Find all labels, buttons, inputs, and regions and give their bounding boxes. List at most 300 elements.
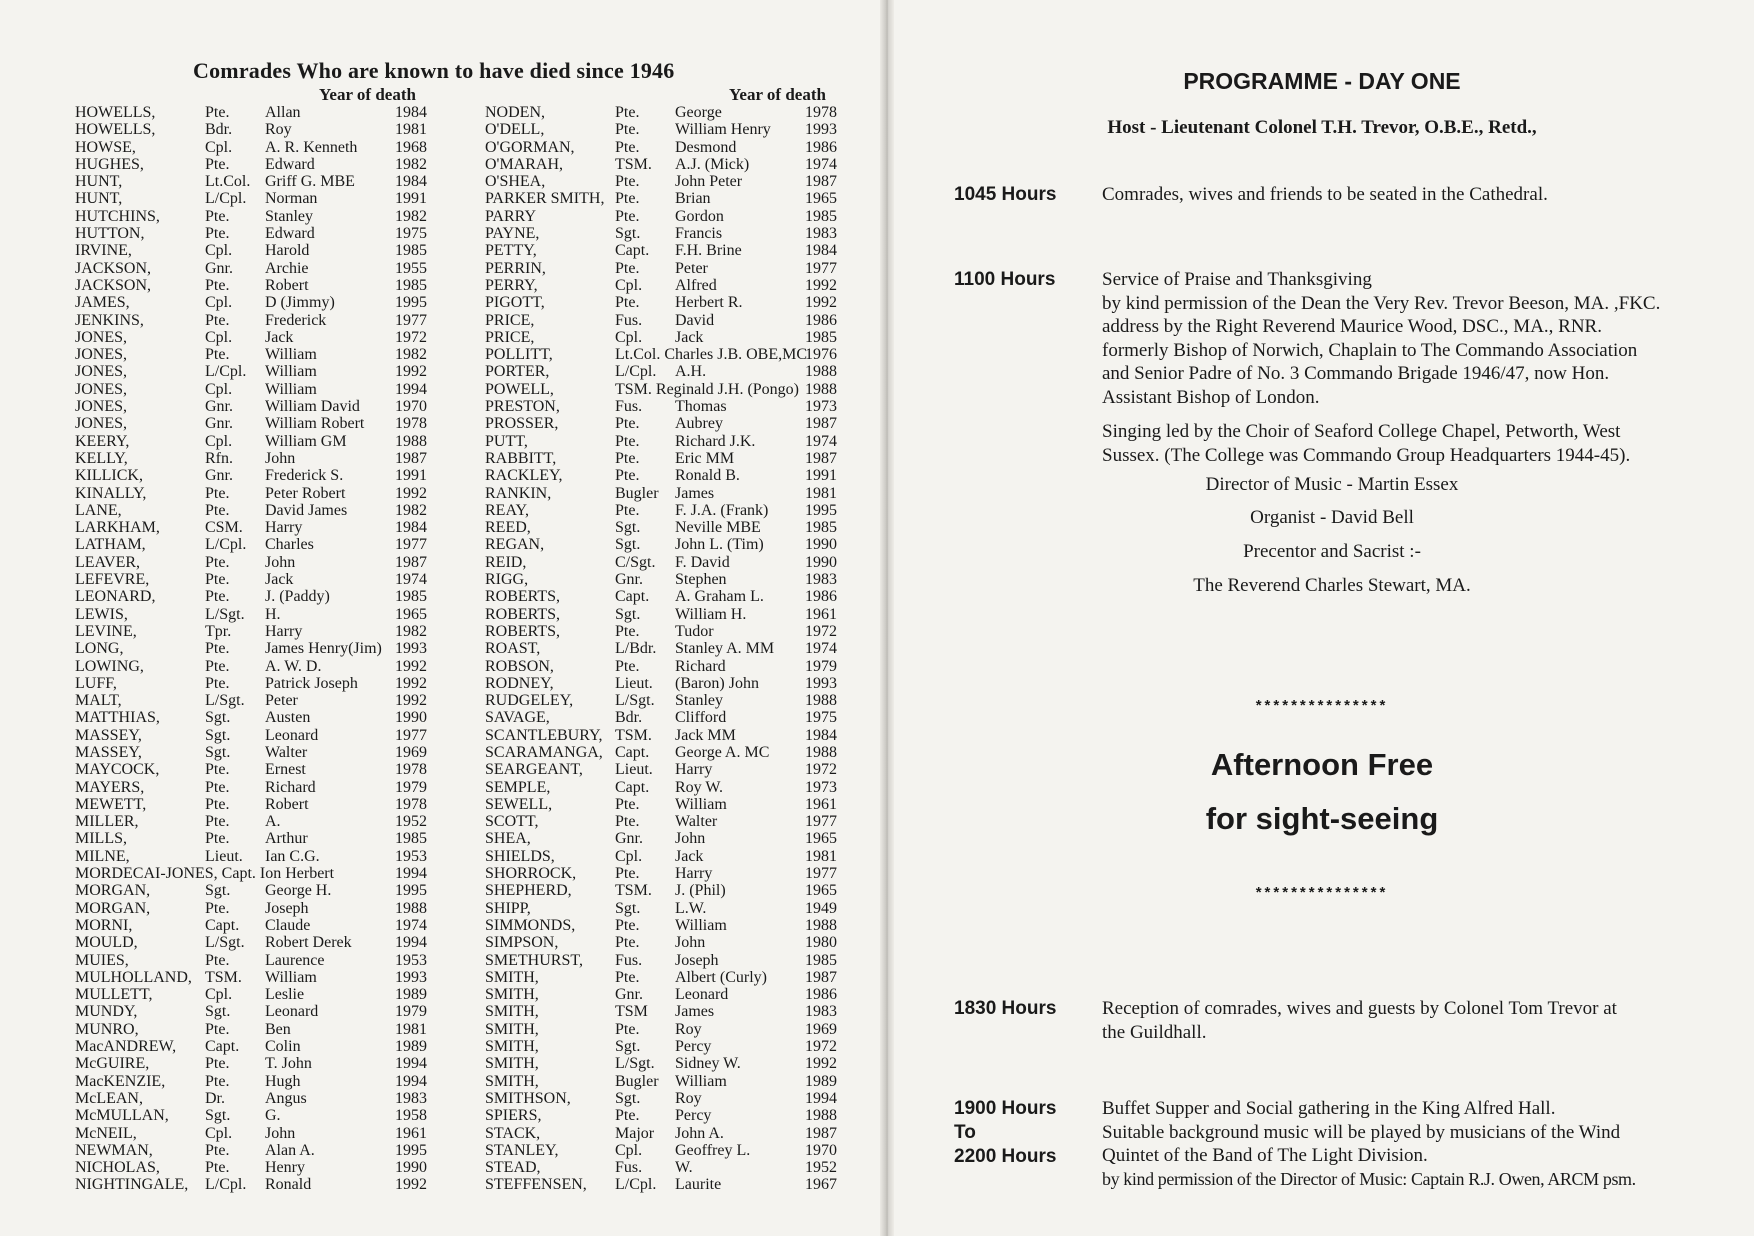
rank: Gnr. bbox=[615, 571, 643, 589]
rank: TSM. bbox=[615, 882, 652, 900]
surname: RODNEY, bbox=[485, 674, 554, 692]
rank: Bugler bbox=[615, 484, 659, 502]
event-text-1100 bbox=[1102, 268, 1722, 467]
rank: Sgt. bbox=[205, 882, 231, 900]
surname: JAMES, bbox=[75, 294, 130, 312]
surname: STEAD, bbox=[485, 1159, 541, 1177]
forename: Henry bbox=[265, 1159, 305, 1177]
forename: Robert Derek bbox=[265, 934, 352, 952]
rank: Pte. bbox=[205, 1055, 230, 1073]
surname: RUDGELEY, bbox=[485, 692, 574, 710]
surname: JONES, bbox=[75, 415, 128, 433]
year-of-death: 1992 bbox=[805, 294, 837, 312]
forename: Ernest bbox=[265, 761, 306, 779]
sight-seeing-heading: for sight-seeing bbox=[1205, 801, 1439, 836]
rank: Pte. bbox=[615, 1107, 640, 1125]
quintet-line: Quintet of the Band of The Light Division. bbox=[1102, 1145, 1428, 1166]
surname: SHIPP, bbox=[485, 899, 531, 917]
forename: Ian C.G. bbox=[265, 847, 320, 865]
forename: Harry bbox=[265, 622, 303, 640]
rank: Pte. bbox=[615, 449, 640, 467]
rank: Cpl. bbox=[205, 1124, 233, 1142]
surname: SMITH, bbox=[485, 1003, 539, 1021]
rank: Sgt. bbox=[205, 726, 231, 744]
event-time-1100: 1100 Hours bbox=[954, 269, 1056, 290]
year-of-death: 1988 bbox=[805, 916, 837, 934]
rank: TSM. bbox=[615, 155, 652, 173]
surname: SMITH, bbox=[485, 1020, 539, 1038]
year-of-death: 1972 bbox=[805, 622, 837, 640]
supper-line: Buffet Supper and Social gathering in the King Alfred Hall. bbox=[1102, 1098, 1556, 1119]
year-of-death: 1987 bbox=[395, 553, 427, 571]
forename: L.W. bbox=[675, 899, 707, 917]
precentor: Precentor and Sacrist :- bbox=[1243, 541, 1421, 562]
year-of-death: 1982 bbox=[395, 501, 427, 519]
surname: MORDECAI-JONES, Capt. Ion Herbert bbox=[75, 865, 335, 883]
year-of-death: 1985 bbox=[395, 276, 427, 294]
surname: PRESTON, bbox=[485, 398, 560, 416]
rank: TSM bbox=[615, 1003, 648, 1021]
surname: O'SHEA, bbox=[485, 173, 546, 191]
year-of-death: 1986 bbox=[805, 138, 837, 156]
rank: TSM. bbox=[205, 968, 242, 986]
surname: SEARGEANT, bbox=[485, 761, 583, 779]
rank: Pte. bbox=[205, 484, 230, 502]
surname: HUGHES, bbox=[75, 155, 144, 173]
surname: PETTY, bbox=[485, 242, 537, 260]
surname: McLEAN, bbox=[75, 1089, 143, 1107]
rank: Sgt. bbox=[205, 1003, 231, 1021]
forename: Harry bbox=[265, 519, 303, 537]
year-of-death: 1987 bbox=[805, 415, 837, 433]
forename: Richard J.K. bbox=[675, 432, 756, 450]
forename: Edward bbox=[265, 155, 315, 173]
surname: MUIES, bbox=[75, 951, 129, 969]
surname: MALT, bbox=[75, 692, 122, 710]
year-of-death: 1975 bbox=[395, 225, 427, 243]
forename: William bbox=[265, 968, 317, 986]
forename: Harold bbox=[265, 242, 310, 260]
event-text-1900 bbox=[1102, 1097, 1722, 1191]
surname: KELLY, bbox=[75, 449, 128, 467]
surname: PUTT, bbox=[485, 432, 528, 450]
rank: Tpr. bbox=[205, 622, 232, 640]
forename: Percy bbox=[675, 1107, 712, 1125]
event-text-1045: Comrades, wives and friends to be seated in the Cathedral. bbox=[1102, 184, 1548, 205]
rank: Pte. bbox=[205, 761, 230, 779]
year-of-death: 1987 bbox=[805, 1124, 837, 1142]
forename: Stanley bbox=[675, 692, 723, 710]
surname: MATTHIAS, bbox=[75, 709, 160, 727]
forename: Leonard bbox=[675, 986, 729, 1004]
surname: PARKER SMITH, bbox=[485, 190, 605, 208]
rank: Pte. bbox=[205, 553, 230, 571]
rank: L/Bdr. bbox=[615, 640, 657, 658]
forename: Charles bbox=[265, 536, 314, 554]
forename: George A. MC bbox=[675, 743, 770, 761]
forename: F. J.A. (Frank) bbox=[675, 501, 769, 519]
forename: Norman bbox=[265, 190, 318, 208]
forename: Claude bbox=[265, 916, 311, 934]
year-of-death: 1977 bbox=[805, 865, 837, 883]
organist: Organist - David Bell bbox=[1250, 507, 1414, 528]
surname: MORGAN, bbox=[75, 882, 151, 900]
rank: Pte. bbox=[205, 1159, 230, 1177]
rank: L/Cpl. bbox=[205, 1176, 247, 1194]
forename: Laurite bbox=[675, 1176, 722, 1194]
rank: Sgt. bbox=[615, 536, 641, 554]
rank: Cpl. bbox=[205, 138, 233, 156]
year-of-death: 1977 bbox=[395, 536, 427, 554]
surname: RANKIN, bbox=[485, 484, 552, 502]
forename: Robert bbox=[265, 276, 309, 294]
forename: Colin bbox=[265, 1038, 301, 1056]
year-of-death: 1985 bbox=[395, 588, 427, 606]
surname: SMITH, bbox=[485, 1038, 539, 1056]
year-of-death: 1992 bbox=[395, 692, 427, 710]
rank: Gnr. bbox=[205, 467, 233, 485]
rank: Pte. bbox=[205, 778, 230, 796]
forename: William bbox=[265, 380, 317, 398]
rank: Pte. bbox=[615, 173, 640, 191]
rank: L/Cpl. bbox=[205, 190, 247, 208]
rank: Pte. bbox=[205, 571, 230, 589]
surname: NIGHTINGALE, bbox=[75, 1176, 189, 1194]
surname: MORGAN, bbox=[75, 899, 151, 917]
year-of-death: 1993 bbox=[395, 640, 427, 658]
year-of-death: 1987 bbox=[805, 449, 837, 467]
permission-line: by kind permission of the Director of Music: Captain R.J. Owen, ARCM psm. bbox=[1102, 1168, 1636, 1189]
rank: Pte. bbox=[615, 294, 640, 312]
year-of-death: 1969 bbox=[395, 743, 427, 761]
rank: Major bbox=[615, 1124, 655, 1142]
rank: CSM. bbox=[205, 519, 243, 537]
year-of-death: 1988 bbox=[395, 432, 427, 450]
forename: G. bbox=[265, 1107, 281, 1125]
surname: O'DELL, bbox=[485, 121, 545, 139]
surname: SHIELDS, bbox=[485, 847, 555, 865]
surname: LONG, bbox=[75, 640, 124, 658]
surname: LOWING, bbox=[75, 657, 144, 675]
surname: POLLITT, bbox=[485, 346, 553, 364]
surname: JENKINS, bbox=[75, 311, 144, 329]
guildhall-line: the Guildhall. bbox=[1102, 1021, 1207, 1043]
to-word: To bbox=[954, 1122, 976, 1143]
event-time-1900 bbox=[954, 1097, 1056, 1169]
surname: HOWELLS, bbox=[75, 104, 156, 121]
rank: Cpl. bbox=[615, 1141, 643, 1159]
forename: Eric MM bbox=[675, 449, 735, 467]
year-of-death: 1989 bbox=[395, 986, 427, 1004]
forename: Angus bbox=[265, 1089, 307, 1107]
year-of-death: 1991 bbox=[395, 190, 427, 208]
rank: Pte. bbox=[615, 916, 640, 934]
rank: L/Cpl. bbox=[205, 536, 247, 554]
rank: Pte. bbox=[615, 432, 640, 450]
rank: Sgt. bbox=[615, 1038, 641, 1056]
forename: William bbox=[675, 795, 727, 813]
rank: Capt. bbox=[615, 778, 650, 796]
year-of-death: 1972 bbox=[395, 328, 427, 346]
surname: REAY, bbox=[485, 501, 530, 519]
year-of-death: 1994 bbox=[395, 1072, 427, 1090]
year-of-death: 1995 bbox=[805, 501, 837, 519]
rank: Pte. bbox=[615, 622, 640, 640]
surname: HOWELLS, bbox=[75, 121, 156, 139]
forename: Richard bbox=[265, 778, 316, 796]
forename: Peter bbox=[265, 692, 298, 710]
surname: PAYNE, bbox=[485, 225, 540, 243]
rank: Pte. bbox=[615, 259, 640, 277]
year-of-death: 1992 bbox=[395, 674, 427, 692]
forename: Jack MM bbox=[675, 726, 736, 744]
forename: Walter bbox=[265, 743, 308, 761]
year-of-death: 1961 bbox=[805, 795, 837, 813]
reverend: The Reverend Charles Stewart, MA. bbox=[1193, 575, 1471, 596]
surname: SMITH, bbox=[485, 1055, 539, 1073]
surname: MULHOLLAND, bbox=[75, 968, 192, 986]
year-of-death: 1977 bbox=[395, 311, 427, 329]
rank: Cpl. bbox=[205, 432, 233, 450]
surname: McNEIL, bbox=[75, 1124, 137, 1142]
forename: William David bbox=[265, 398, 360, 416]
year-of-death: 1994 bbox=[395, 865, 427, 883]
surname: SCOTT, bbox=[485, 813, 539, 831]
year-of-death: 1987 bbox=[805, 968, 837, 986]
forename: Stanley A. MM bbox=[675, 640, 775, 658]
year-of-death: 1974 bbox=[805, 640, 837, 658]
year-of-death: 1988 bbox=[805, 743, 837, 761]
rank: Fus. bbox=[615, 398, 643, 416]
year-of-death: 1972 bbox=[805, 1038, 837, 1056]
forename: J. (Phil) bbox=[675, 882, 726, 900]
forename: A. bbox=[265, 813, 281, 831]
rank: Pte. bbox=[205, 640, 230, 658]
forename: Patrick Joseph bbox=[265, 674, 358, 692]
rank: Pte. bbox=[205, 674, 230, 692]
year-of-death: 1990 bbox=[395, 709, 427, 727]
forename: Jack bbox=[675, 847, 704, 865]
year-of-death: 1985 bbox=[805, 207, 837, 225]
surname: LEWIS, bbox=[75, 605, 128, 623]
forename: Hugh bbox=[265, 1072, 301, 1090]
surname: MUNDY, bbox=[75, 1003, 138, 1021]
year-of-death: 1979 bbox=[395, 1003, 427, 1021]
rank: Sgt. bbox=[205, 709, 231, 727]
forename: John bbox=[265, 1124, 296, 1142]
year-of-death: 1990 bbox=[805, 536, 837, 554]
surname: LEVINE, bbox=[75, 622, 137, 640]
rank: Pte. bbox=[615, 138, 640, 156]
year-of-death: 1985 bbox=[395, 242, 427, 260]
year-of-death: 1986 bbox=[805, 986, 837, 1004]
forename: Laurence bbox=[265, 951, 325, 969]
surname: NEWMAN, bbox=[75, 1141, 153, 1159]
year-of-death: 1995 bbox=[395, 1141, 427, 1159]
event-time-1045: 1045 Hours bbox=[954, 184, 1057, 205]
forename: Roy bbox=[265, 121, 292, 139]
rank: Cpl. bbox=[615, 847, 643, 865]
forename: Ronald bbox=[265, 1176, 312, 1194]
surname: O'GORMAN, bbox=[485, 138, 575, 156]
music-line: Suitable background music will be played by musicians of the Wind bbox=[1102, 1121, 1621, 1143]
rank: Lieut. bbox=[615, 674, 653, 692]
surname: SMETHURST, bbox=[485, 951, 583, 969]
rank: Lieut. bbox=[205, 847, 243, 865]
surname: JONES, bbox=[75, 398, 128, 416]
surname: PERRY, bbox=[485, 276, 538, 294]
rank: Pte. bbox=[615, 467, 640, 485]
surname: PROSSER, bbox=[485, 415, 559, 433]
year-of-death-header-left: Year of death bbox=[319, 85, 416, 104]
forename: William H. bbox=[675, 605, 747, 623]
rank: Gnr. bbox=[205, 415, 233, 433]
rank: Sgt. bbox=[615, 899, 641, 917]
forename: James bbox=[675, 484, 715, 502]
year-of-death: 1965 bbox=[805, 190, 837, 208]
rank: Fus. bbox=[615, 311, 643, 329]
rank: Pte. bbox=[205, 207, 230, 225]
forename: John Peter bbox=[675, 173, 743, 191]
rank: Lieut. bbox=[615, 761, 653, 779]
forename: Albert (Curly) bbox=[675, 968, 767, 986]
year-of-death: 1984 bbox=[395, 519, 427, 537]
surname: JONES, bbox=[75, 380, 128, 398]
dean-line: by kind permission of the Dean the Very Rev. Trevor Beeson, MA. ,FKC. bbox=[1102, 292, 1661, 314]
year-of-death: 1983 bbox=[805, 1003, 837, 1021]
year-of-death: 1992 bbox=[805, 1055, 837, 1073]
year-of-death: 1979 bbox=[395, 778, 427, 796]
forename: Leonard bbox=[265, 726, 319, 744]
forename: Alan A. bbox=[265, 1141, 315, 1159]
surname: SIMMONDS, bbox=[485, 916, 576, 934]
surname: HUNT, bbox=[75, 173, 123, 191]
year-of-death: 1974 bbox=[395, 571, 427, 589]
rank: Pte. bbox=[615, 207, 640, 225]
rank: Pte. bbox=[615, 968, 640, 986]
year-of-death: 1958 bbox=[395, 1107, 427, 1125]
surname: ROBERTS, bbox=[485, 588, 561, 606]
surname: SHEPHERD, bbox=[485, 882, 572, 900]
surname: MILNE, bbox=[75, 847, 130, 865]
year-of-death: 1985 bbox=[805, 519, 837, 537]
rank: Cpl. bbox=[205, 986, 233, 1004]
forename: William bbox=[675, 916, 727, 934]
surname: SMITH, bbox=[485, 986, 539, 1004]
year-of-death: 1981 bbox=[805, 847, 837, 865]
year-of-death: 1978 bbox=[395, 795, 427, 813]
forename: Jack bbox=[265, 328, 294, 346]
year-of-death: 1965 bbox=[805, 882, 837, 900]
year-of-death: 1993 bbox=[805, 121, 837, 139]
start-time: 1900 Hours bbox=[954, 1098, 1057, 1119]
rank: L/Sgt. bbox=[205, 692, 245, 710]
surname: LATHAM, bbox=[75, 536, 146, 554]
year-of-death: 1977 bbox=[805, 813, 837, 831]
rank: L/Cpl. bbox=[205, 363, 247, 381]
rank: Rfn. bbox=[205, 449, 233, 467]
year-of-death: 1979 bbox=[805, 657, 837, 675]
address-line: address by the Right Reverend Maurice Wood, DSC., MA., RNR. bbox=[1102, 316, 1602, 337]
stars-divider-top: *************** bbox=[1255, 697, 1389, 714]
year-of-death: 1988 bbox=[805, 692, 837, 710]
forename: Sidney W. bbox=[675, 1055, 741, 1073]
surname: JONES, bbox=[75, 346, 128, 364]
surname: O'MARAH, bbox=[485, 155, 563, 173]
surname: SHEA, bbox=[485, 830, 531, 848]
forename: Thomas bbox=[675, 398, 727, 416]
rank: Pte. bbox=[615, 934, 640, 952]
rank: Pte. bbox=[615, 501, 640, 519]
rank: Capt. bbox=[205, 1038, 240, 1056]
forename: Robert bbox=[265, 795, 309, 813]
rank: Pte. bbox=[205, 155, 230, 173]
year-of-death: 1994 bbox=[395, 380, 427, 398]
forename: John A. bbox=[675, 1124, 724, 1142]
surname: SAVAGE, bbox=[485, 709, 550, 727]
surname: MUNRO, bbox=[75, 1020, 139, 1038]
rank: Pte. bbox=[615, 190, 640, 208]
rank: Pte. bbox=[205, 311, 230, 329]
list-title: Comrades Who are known to have died since 1946 bbox=[193, 58, 675, 83]
rank: Sgt. bbox=[615, 605, 641, 623]
surname: STANLEY, bbox=[485, 1141, 559, 1159]
year-of-death: 1977 bbox=[805, 259, 837, 277]
rank: Fus. bbox=[615, 1159, 643, 1177]
rank: Cpl. bbox=[615, 276, 643, 294]
forename: Allan bbox=[265, 104, 301, 121]
year-of-death: 1975 bbox=[805, 709, 837, 727]
year-of-death: 1985 bbox=[395, 830, 427, 848]
year-of-death: 1952 bbox=[805, 1159, 837, 1177]
surname: MASSEY, bbox=[75, 726, 142, 744]
year-of-death: 1993 bbox=[395, 968, 427, 986]
year-of-death: 1993 bbox=[805, 674, 837, 692]
event-text-1830 bbox=[1102, 997, 1722, 1044]
rank: Capt. bbox=[615, 588, 650, 606]
surname: MacANDREW, bbox=[75, 1038, 177, 1056]
forename: F. David bbox=[675, 553, 730, 571]
year-of-death: 1988 bbox=[805, 1107, 837, 1125]
forename: Tudor bbox=[675, 622, 714, 640]
surname: JACKSON, bbox=[75, 259, 152, 277]
forename: Neville MBE bbox=[675, 519, 761, 537]
surname: ROBERTS, bbox=[485, 622, 561, 640]
rank: L/Cpl. bbox=[615, 363, 657, 381]
year-of-death: 1974 bbox=[395, 916, 427, 934]
year-of-death: 1985 bbox=[805, 328, 837, 346]
year-of-death: 1978 bbox=[805, 104, 837, 121]
assistant-bishop-line: Assistant Bishop of London. bbox=[1102, 386, 1320, 408]
year-of-death: 1981 bbox=[805, 484, 837, 502]
forename: T. John bbox=[265, 1055, 312, 1073]
rank: Cpl. bbox=[205, 328, 233, 346]
forename: A. W. D. bbox=[265, 657, 322, 675]
forename: Peter bbox=[675, 259, 708, 277]
end-time: 2200 Hours bbox=[954, 1146, 1057, 1167]
forename: David James bbox=[265, 501, 348, 519]
year-of-death: 1988 bbox=[805, 363, 837, 381]
surname: SMITHSON, bbox=[485, 1089, 571, 1107]
year-of-death: 1967 bbox=[805, 1176, 837, 1194]
forename: Joseph bbox=[265, 899, 309, 917]
surname: MILLER, bbox=[75, 813, 139, 831]
forename: Frederick bbox=[265, 311, 327, 329]
forename: William bbox=[265, 346, 317, 364]
surname: LUFF, bbox=[75, 674, 117, 692]
surname: MOULD, bbox=[75, 934, 138, 952]
year-of-death: 1977 bbox=[395, 726, 427, 744]
